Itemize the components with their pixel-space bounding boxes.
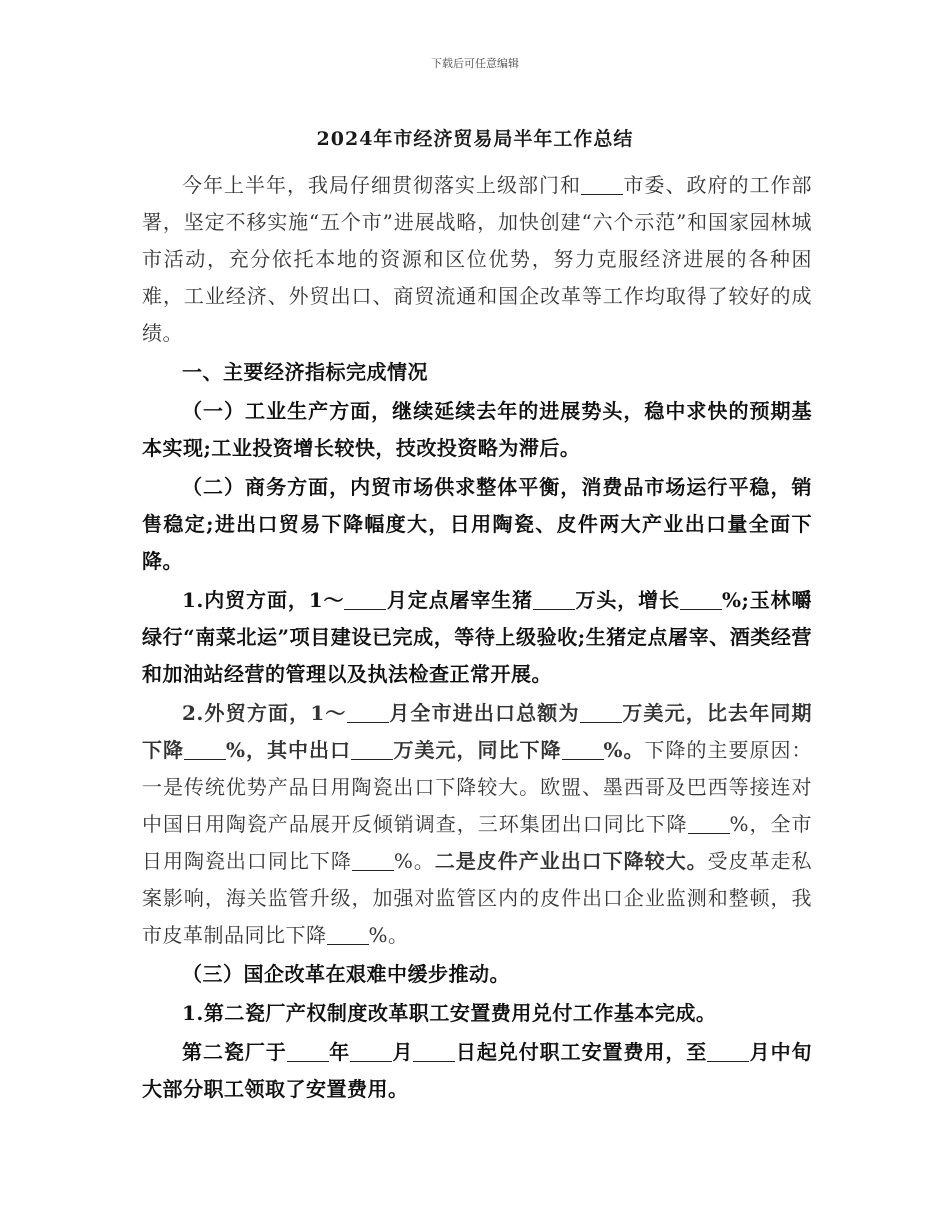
blank-field (352, 850, 394, 871)
document-body (142, 167, 812, 1110)
blank-field (580, 702, 622, 723)
blank-field (581, 174, 623, 195)
blank-field (287, 1041, 329, 1062)
blank-field (680, 589, 722, 610)
blank-field (344, 589, 386, 610)
blank-field (347, 702, 389, 723)
payment-paragraph: 第二瓷厂于 年 月 日起兑付职工安置费用，至 月中旬大部分职工领取了安置费用。 (142, 1040, 813, 1101)
blank-field (413, 1041, 455, 1062)
document-title: 2024年市经济贸易局半年工作总结 (316, 128, 634, 150)
section-heading: 一、主要经济指标完成情况 (182, 360, 428, 384)
intro-paragraph: 今年上半年，我局仔细贯彻落实上级部门和 市委、政府的工作部署，坚定不移实施“五个市”进展战略，加快创建“六个示范”和国家园林城市活动，充分依托本地的资源和区位优势，努力克服经济进展的各种困难，工业经济、外贸出口、商贸流通和国企改革等工作均取得了较好的成绩。 (142, 173, 812, 345)
soe-reform-heading: （三）国企改革在艰难中缓步推动。 (182, 962, 510, 986)
blank-field (688, 813, 730, 834)
industry-paragraph: （一）工业生产方面，继续延续去年的进展势头，稳中求快的预期基本实现;工业投资增长较快，技改投资略为滞后。 (142, 399, 812, 460)
blank-field (562, 739, 604, 760)
commerce-paragraph: （二）商务方面，内贸市场供求整体平衡，消费品市场运行平稳，销售稳定;进出口贸易下降幅度大，日用陶瓷、皮件两大产业出口量全面下降。 (142, 475, 812, 573)
blank-field (351, 739, 393, 760)
foreign-trade-paragraph: 2.外贸方面，1～ 月全市进出口总额为 万美元，比去年同期下降 %，其中出口 万美元，同比下降 %。下降的主要原因：一是传统优势产品日用陶瓷出口下降较大。欧盟、墨西哥及巴西等接连对中国日用陶瓷产品展开反倾销调查，三环集团出口同比下降 %，全市日用陶瓷出口同比下降 %。二是皮件产业出口下降较大。受皮革走私案影响，海关监管升级，加强对监管区内的皮件出口企业监测和整顿，我市皮革制品同比下降 %。 (142, 701, 813, 947)
blank-field (184, 739, 226, 760)
blank-field (350, 1041, 392, 1062)
subsection-heading: 1.第二瓷厂产权制度改革职工安置费用兑付工作基本完成。 (182, 1001, 717, 1025)
blank-field (533, 589, 575, 610)
domestic-trade-paragraph: 1.内贸方面，1～ 月定点屠宰生猪 万头，增长 %;玉林嚼绿行“南菜北运”项目建设已完成，等待上级验收;生猪定点屠宰、酒类经营和加油站经营的管理以及执法检查正常开展。 (142, 588, 813, 686)
blank-field (327, 924, 369, 945)
page-header: 下载后可任意编辑 (431, 57, 519, 70)
blank-field (707, 1041, 749, 1062)
